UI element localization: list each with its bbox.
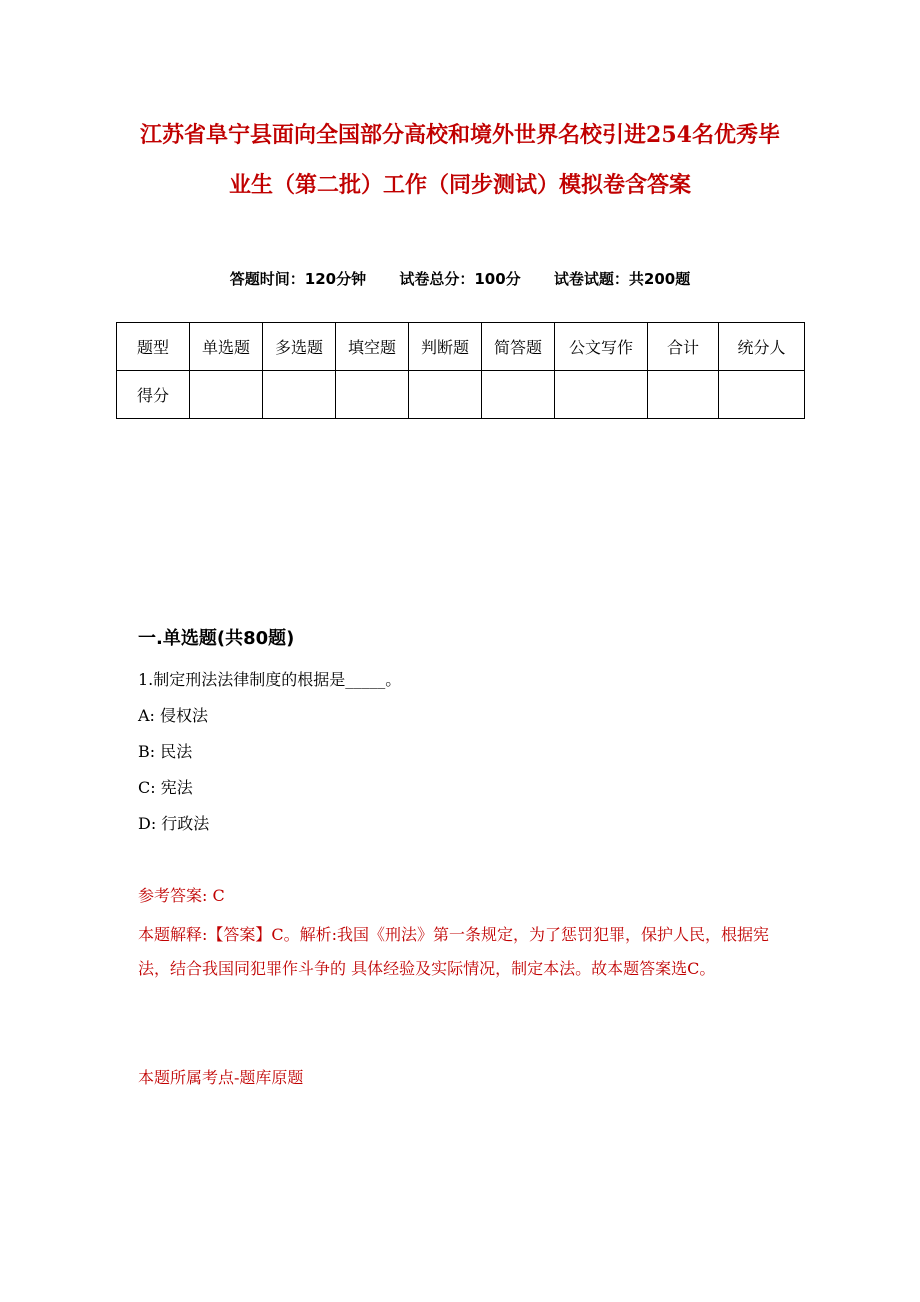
option-a: A: 侵权法 [138, 706, 209, 725]
score-header-cell: 多选题 [263, 323, 336, 371]
score-header-cell: 公文写作 [555, 323, 648, 371]
score-table-score-row [117, 371, 805, 419]
score-row-label: 得分 [117, 371, 190, 419]
exam-time: 答题时间：120分钟 [229, 270, 367, 288]
score-cell [648, 371, 719, 419]
document-title-line-1: 江苏省阜宁县面向全国部分高校和境外世界名校引进254名优秀毕 [140, 122, 780, 148]
answer-explanation: 本题解释:【答案】C。解析:我国《刑法》第一条规定，为了惩罚犯罪，保护人民，根据宪法，结合我国同犯罪作斗争的 具体经验及实际情况，制定本法。故本题答案选C。 [138, 925, 770, 978]
score-table-header-row [117, 323, 805, 371]
score-cell [336, 371, 409, 419]
score-cell [555, 371, 648, 419]
score-cell [409, 371, 482, 419]
score-cell [263, 371, 336, 419]
score-cell [190, 371, 263, 419]
option-b: B: 民法 [138, 742, 193, 761]
score-cell [719, 371, 805, 419]
document-title-line-2: 业生（第二批）工作（同步测试）模拟卷含答案 [228, 172, 691, 198]
score-header-cell: 合计 [648, 323, 719, 371]
score-header-cell: 简答题 [482, 323, 555, 371]
score-header-cell: 单选题 [190, 323, 263, 371]
score-header-cell: 题型 [117, 323, 190, 371]
reference-answer: 参考答案: C [138, 886, 225, 905]
question-stem: 1.制定刑法法律制度的根据是_____。 [138, 670, 402, 689]
score-table [116, 322, 805, 419]
exam-meta [0, 268, 920, 289]
score-cell [482, 371, 555, 419]
knowledge-point: 本题所属考点-题库原题 [138, 1068, 304, 1087]
score-header-cell: 判断题 [409, 323, 482, 371]
score-header-cell: 填空题 [336, 323, 409, 371]
score-header-cell: 统分人 [719, 323, 805, 371]
section-title: 一.单选题(共80题) [138, 628, 295, 649]
exam-total-score: 试卷总分：100分 [399, 270, 521, 288]
option-d: D: 行政法 [138, 814, 210, 833]
exam-question-count: 试卷试题：共200题 [553, 270, 691, 288]
option-c: C: 宪法 [138, 778, 193, 797]
